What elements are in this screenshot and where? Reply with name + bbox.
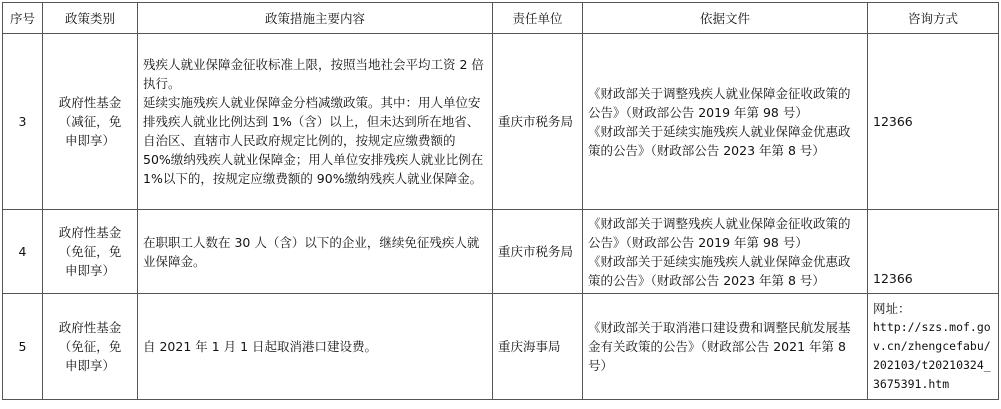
basis-document: 《财政部关于调整残疾人就业保障金征收政策的公告》（财政部公告 2019 年第 98 号） — [588, 85, 851, 120]
header-basis: 依据文件 — [583, 3, 868, 34]
website-label: 网址： — [873, 301, 911, 316]
table-row — [3, 34, 999, 210]
header-unit: 责任单位 — [493, 3, 583, 34]
content-paragraph: 自 2021 年 1 月 1 日起取消港口建设费。 — [143, 339, 378, 354]
content-paragraph: 在职职工人数在 30 人（含）以下的企业，继续免征残疾人就业保障金。 — [143, 234, 480, 269]
responsible-unit: 重庆海事局 — [493, 294, 583, 400]
policy-type-line: （免征，免 — [58, 339, 122, 354]
header-index: 序号 — [3, 3, 43, 34]
contact-website — [868, 294, 999, 400]
responsible-unit: 重庆市税务局 — [493, 34, 583, 210]
policy-content — [138, 34, 493, 210]
header-content: 政策措施主要内容 — [138, 3, 493, 34]
basis-document: 《财政部关于调整残疾人就业保障金征收政策的公告》（财政部公告 2019 年第 98 号） — [588, 215, 851, 250]
basis-document: 《财政部关于取消港口建设费和调整民航发展基金有关政策的公告》（财政部公告 2021 年第 8 号） — [588, 320, 851, 373]
header-type: 政策类别 — [43, 3, 138, 34]
website-url[interactable]: http://szs.mof.gov.cn/zhengcefabu/202103/t20210324_3675391.htm — [873, 320, 991, 391]
basis-document: 《财政部关于延续实施残疾人就业保障金优惠政策的公告》（财政部公告 2023 年第 8 号） — [588, 253, 851, 288]
policy-type-line: （免征，免 — [58, 244, 122, 259]
policy-type-line: 申即享） — [64, 358, 115, 373]
basis-document: 《财政部关于延续实施残疾人就业保障金优惠政策的公告》（财政部公告 2023 年第 8 号） — [588, 123, 851, 158]
basis-documents — [583, 210, 868, 294]
content-paragraph: 残疾人就业保障金征收标准上限，按照当地社会平均工资 2 倍执行。 — [143, 57, 484, 91]
header-contact: 咨询方式 — [868, 3, 999, 34]
policy-type — [43, 34, 138, 210]
row-index: 4 — [3, 210, 43, 294]
basis-documents — [583, 294, 868, 400]
row-index: 5 — [3, 294, 43, 400]
policy-type-line: （减征，免 — [58, 114, 122, 129]
policy-content — [138, 210, 493, 294]
table-row — [3, 210, 999, 294]
row-index: 3 — [3, 34, 43, 210]
policy-type-line: 政府性基金 — [58, 95, 122, 110]
policy-type — [43, 210, 138, 294]
responsible-unit: 重庆市税务局 — [493, 210, 583, 294]
contact-hotline: 12366 — [868, 210, 999, 294]
policy-type-line: 政府性基金 — [58, 320, 122, 335]
content-paragraph: 延续实施残疾人就业保障金分档减缴政策。其中：用人单位安排残疾人就业比例达到 1%（含）以上，但未达到所在地省、自治区、直辖市人民政府规定比例的，按规定应缴费额的 50%缴纳残疾人就业保障金；用人单位安排残疾人就业比例在 1%以下的，按规定应缴费额的 90%缴纳残疾人就业保障金。 — [143, 95, 484, 186]
basis-documents — [583, 34, 868, 210]
table-row — [3, 294, 999, 400]
contact-hotline: 12366 — [868, 34, 999, 210]
policy-content — [138, 294, 493, 400]
policy-table — [2, 2, 999, 400]
policy-type-line: 申即享） — [64, 263, 115, 278]
policy-type — [43, 294, 138, 400]
header-row — [3, 3, 999, 34]
policy-type-line: 政府性基金 — [58, 225, 122, 240]
policy-type-line: 申即享） — [64, 133, 115, 148]
